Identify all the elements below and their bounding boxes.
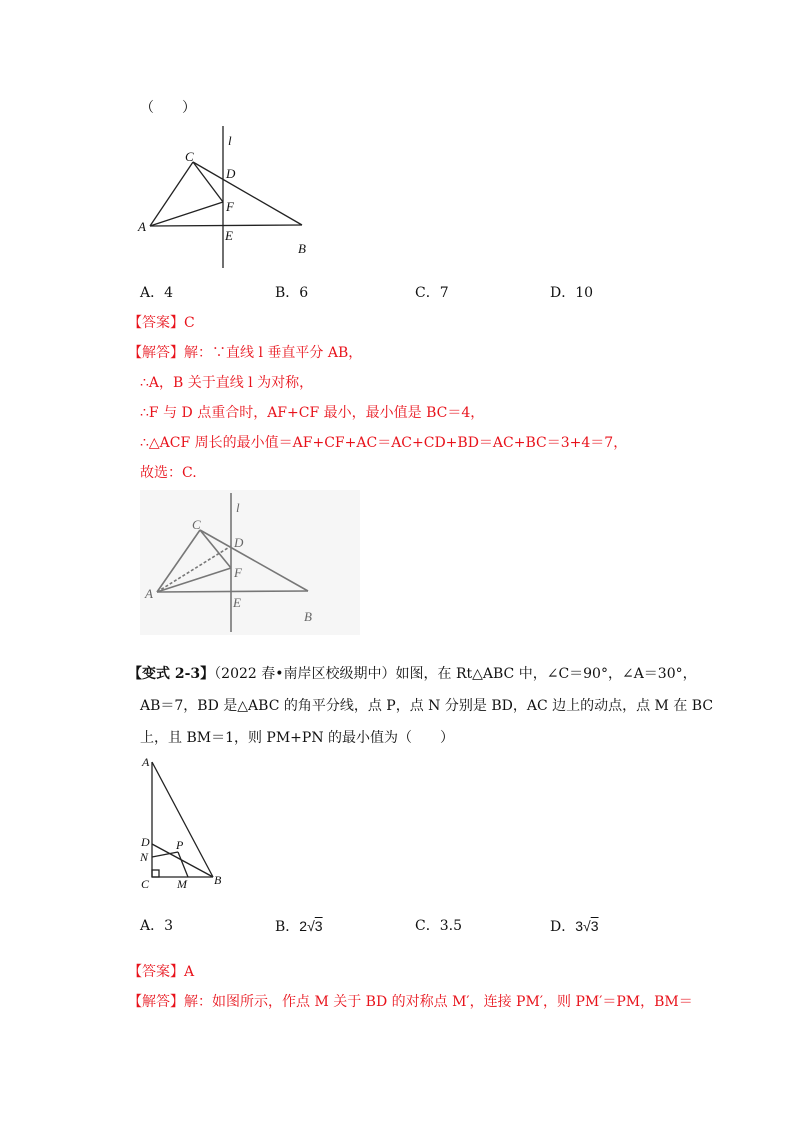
- option-a: A．3: [140, 918, 174, 934]
- triangle-figure-2: [140, 490, 360, 635]
- segment-af: [150, 202, 223, 226]
- label-d: D: [234, 535, 244, 550]
- label-a: A: [138, 219, 146, 234]
- label-c: C: [192, 517, 201, 532]
- analysis-line-4: ∴△ACF 周长的最小值＝AF+CF+AC＝AC+CD+BD＝AC+BC＝3+4＝7，: [140, 435, 628, 451]
- label-p: P: [176, 838, 184, 852]
- label-e: E: [233, 595, 241, 610]
- label-c: C: [185, 149, 194, 164]
- label-f: F: [226, 199, 234, 214]
- label-e: E: [225, 228, 233, 243]
- analysis-line-q2: 【解答】解：如图所示，作点 M 关于 BD 的对称点 M′，连接 PM′，则 PM′＝PM，BM＝: [128, 994, 693, 1010]
- label-n: N: [140, 850, 149, 864]
- answer-line: 【答案】C: [128, 315, 195, 331]
- label-b: B: [304, 609, 312, 624]
- analysis-line-3: ∴F 与 D 点重合时，AF+CF 最小，最小值是 BC＝4，: [140, 405, 485, 421]
- triangle-figure-1: [130, 120, 330, 270]
- label-a: A: [142, 755, 150, 769]
- answer-bracket: （ ）: [140, 100, 196, 116]
- label-b: B: [298, 241, 306, 256]
- option-c: C．7: [415, 285, 449, 301]
- answer-line-2: 【答案】A: [128, 964, 195, 980]
- sqrt-expression: 3√3: [575, 918, 599, 934]
- option-a: A．4: [140, 285, 174, 301]
- segment-ac: [150, 162, 193, 226]
- option-d: D．10: [550, 285, 594, 301]
- analysis-line-5: 故选：C.: [140, 465, 197, 481]
- sqrt-expression: 2√3: [299, 918, 323, 934]
- segment-ab: [150, 225, 302, 226]
- analysis-line-1: 【解答】解：∵直线 l 垂直平分 AB，: [128, 345, 363, 361]
- analysis-line-2: ∴A，B 关于直线 l 为对称，: [140, 375, 314, 391]
- question-2-line-3: 上，且 BM＝1，则 PM+PN 的最小值为（ ）: [140, 730, 455, 746]
- segment-ab: [152, 762, 213, 877]
- label-d: D: [141, 835, 150, 849]
- segment-pm: [178, 852, 188, 877]
- question-2-line-1: 【变式 2-3】（2022 春•南岸区校级期中）如图，在 Rt△ABC 中，∠C＝90°，∠A＝30°，: [128, 666, 697, 682]
- label-d: D: [226, 166, 236, 181]
- option-c: C．3.5: [415, 918, 462, 934]
- label-m: M: [177, 877, 187, 891]
- label-f: F: [234, 565, 242, 580]
- label-a: A: [145, 586, 153, 601]
- segment-ab: [157, 591, 308, 592]
- label-c: C: [141, 877, 150, 891]
- label-b: B: [214, 873, 222, 887]
- option-b: B．6: [275, 285, 309, 301]
- label-l: l: [236, 500, 240, 515]
- question-2-line-2: AB＝7，BD 是△ABC 的角平分线，点 P，点 N 分别是 BD，AC 边上的动点，点 M 在 BC: [140, 698, 714, 714]
- option-b: B．2√3: [275, 918, 323, 935]
- option-d: D．3√3: [550, 918, 599, 935]
- right-triangle-figure: [135, 752, 235, 892]
- right-angle-mark: [152, 870, 159, 877]
- segment-cb: [193, 162, 302, 225]
- segment-cf: [193, 162, 223, 202]
- label-l: l: [228, 133, 232, 148]
